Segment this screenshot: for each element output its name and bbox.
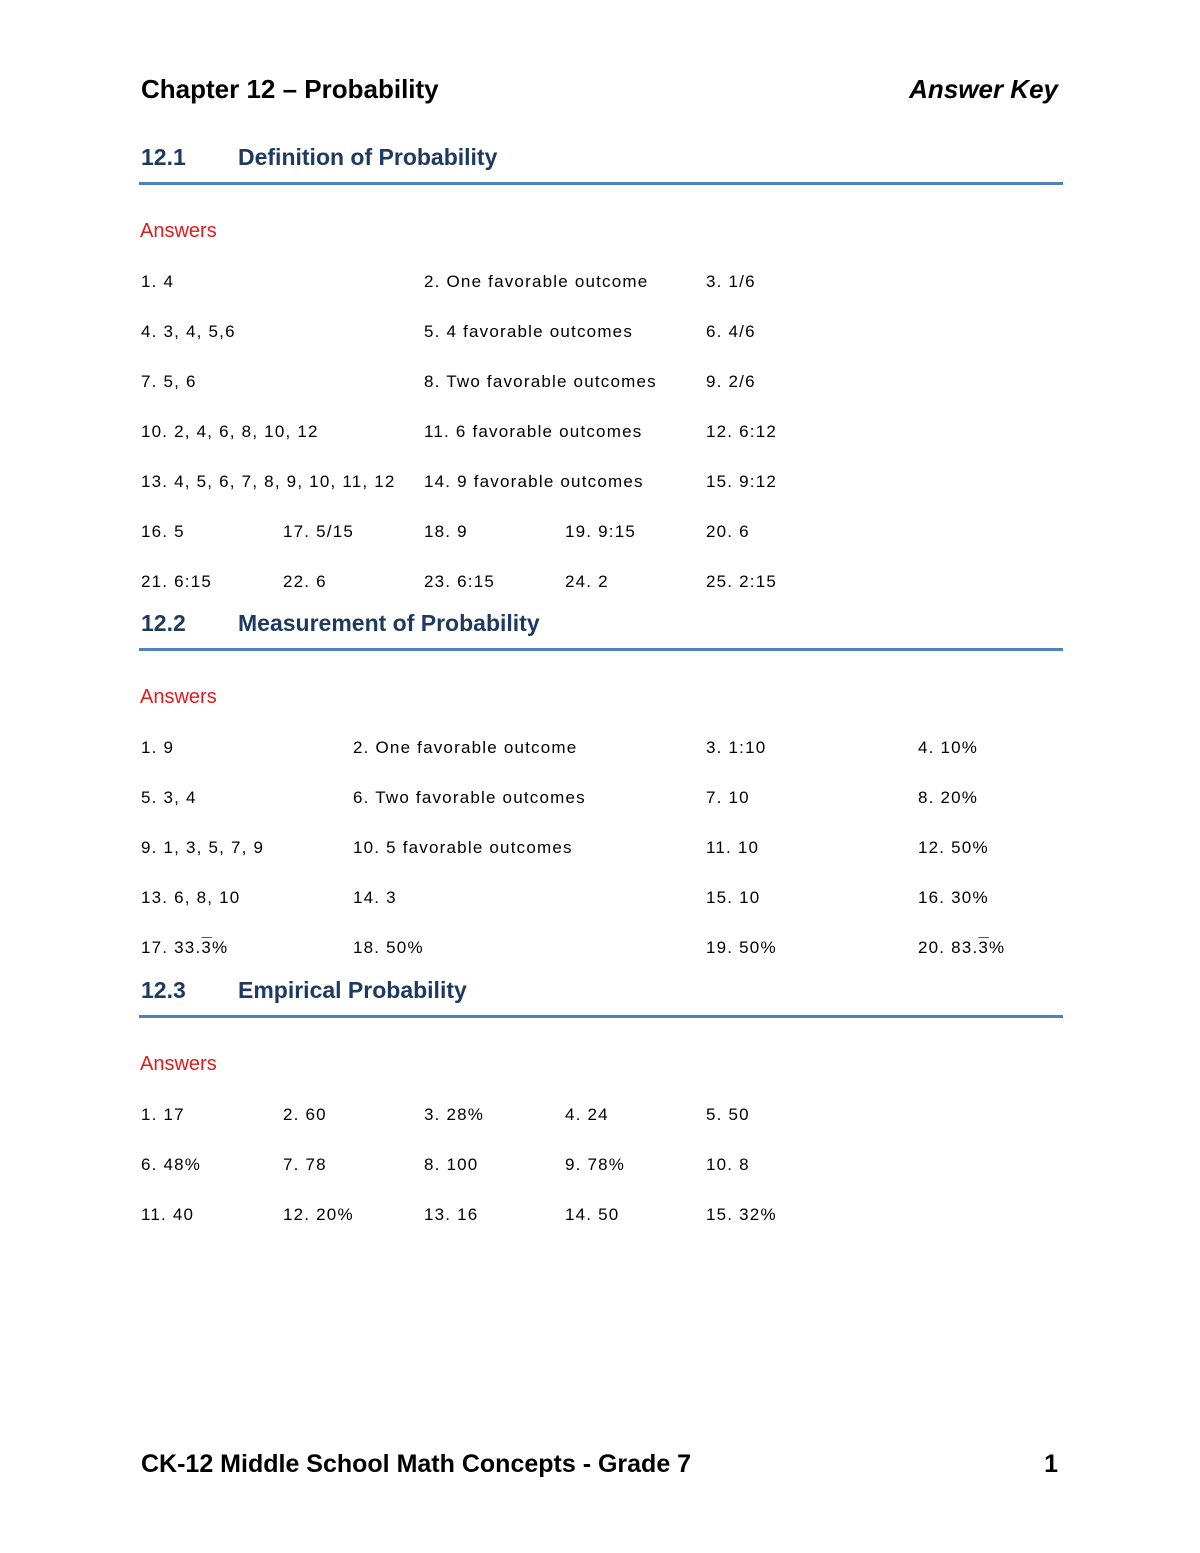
answer-row [141,322,1063,372]
answer-item: 1. 9 [141,738,175,757]
answer-item: 13. 6, 8, 10 [141,888,241,907]
answer-item: 7. 10 [706,788,750,807]
answer-item-prefix: 20. 83. [918,938,979,957]
answer-item: 8. 20% [918,788,979,807]
section-12-1 [139,144,1063,591]
section-title: Measurement of Probability [238,610,540,636]
answer-item: 15. 9:12 [706,472,778,491]
answer-grid [141,272,1063,622]
answer-row [141,522,1063,572]
answer-item: 13. 16 [424,1205,479,1224]
page-number: 1 [1044,1450,1058,1478]
answer-item: 3. 1/6 [706,272,756,291]
answer-item-prefix: 17. 33. [141,938,202,957]
answer-item: 20. 6 [706,522,750,541]
answer-item: 2. One favorable outcome [353,738,578,757]
answers-label: Answers [140,1053,217,1075]
answer-item: 4. 24 [565,1105,609,1124]
section-title: Empirical Probability [238,977,467,1003]
answer-item: 5. 3, 4 [141,788,197,807]
answer-item: 8. 100 [424,1155,479,1174]
section-number: 12.2 [141,610,186,636]
answer-row [141,472,1063,522]
answer-item: 14. 9 favorable outcomes [424,472,644,491]
answer-item: 15. 10 [706,888,761,907]
answer-item-suffix: % [989,938,1006,957]
section-12-3 [139,977,1063,1224]
answer-item: 12. 20% [283,1205,354,1224]
answer-grid [141,1105,1063,1255]
answer-row [141,1205,1063,1255]
answer-item: 11. 40 [141,1205,195,1224]
answer-item: 1. 17 [141,1105,185,1124]
section-number: 12.1 [141,144,186,170]
answer-item-suffix: % [212,938,229,957]
section-rule [139,182,1063,185]
answer-item: 9. 2/6 [706,372,756,391]
answer-item: 11. 6 favorable outcomes [424,422,643,441]
answer-item: 5. 50 [706,1105,750,1124]
answer-item: 16. 30% [918,888,989,907]
answer-row [141,738,1063,788]
answer-item: 12. 50% [918,838,989,857]
answer-item: 15. 32% [706,1205,777,1224]
answer-grid [141,738,1063,988]
answer-item: 10. 8 [706,1155,750,1174]
answer-item-repeating-decimal [141,938,228,958]
answer-item: 8. Two favorable outcomes [424,372,657,391]
answer-item: 14. 50 [565,1205,620,1224]
answer-item: 1. 4 [141,272,175,291]
answer-item: 16. 5 [141,522,185,541]
section-12-2 [139,610,1063,957]
answer-item: 7. 5, 6 [141,372,197,391]
answer-row [141,788,1063,838]
answer-row [141,1155,1063,1205]
answer-item: 21. 6:15 [141,572,213,591]
repeating-digit: 3 [978,938,990,957]
answer-item: 5. 4 favorable outcomes [424,322,634,341]
section-title: Definition of Probability [238,144,498,170]
section-heading [139,977,1063,1017]
answer-item: 10. 5 favorable outcomes [353,838,573,857]
answer-item: 6. 48% [141,1155,202,1174]
section-rule [139,1015,1063,1018]
answer-row [141,838,1063,888]
answer-item: 4. 10% [918,738,979,757]
answer-row [141,1105,1063,1155]
answer-item: 2. 60 [283,1105,327,1124]
answer-item: 25. 2:15 [706,572,778,591]
answer-row [141,422,1063,472]
answer-item: 2. One favorable outcome [424,272,649,291]
answer-item: 4. 3, 4, 5,6 [141,322,236,341]
answer-item: 12. 6:12 [706,422,778,441]
answer-item: 18. 9 [424,522,468,541]
answer-item: 13. 4, 5, 6, 7, 8, 9, 10, 11, 12 [141,472,396,491]
answer-item: 18. 50% [353,938,424,957]
footer-book-title: CK-12 Middle School Math Concepts - Grade 7 [141,1450,692,1478]
section-heading [139,144,1063,184]
answer-row [141,372,1063,422]
repeating-digit: 3 [201,938,213,957]
answers-label: Answers [140,686,217,708]
answer-item: 22. 6 [283,572,327,591]
answer-item: 3. 1:10 [706,738,767,757]
answer-item: 17. 5/15 [283,522,355,541]
answers-label: Answers [140,220,217,242]
answer-item: 19. 9:15 [565,522,637,541]
answer-item: 24. 2 [565,572,609,591]
answer-item: 10. 2, 4, 6, 8, 10, 12 [141,422,319,441]
answer-item-repeating-decimal [918,938,1005,958]
answer-item: 3. 28% [424,1105,485,1124]
answer-item: 23. 6:15 [424,572,496,591]
answer-key-label: Answer Key [909,74,1058,104]
answer-item: 7. 78 [283,1155,327,1174]
answer-item: 14. 3 [353,888,397,907]
answer-item: 6. 4/6 [706,322,756,341]
answer-item: 19. 50% [706,938,777,957]
answer-item: 9. 1, 3, 5, 7, 9 [141,838,265,857]
section-rule [139,648,1063,651]
answer-item: 9. 78% [565,1155,626,1174]
section-heading [139,610,1063,650]
answer-row [141,888,1063,938]
answer-item: 6. Two favorable outcomes [353,788,586,807]
chapter-title: Chapter 12 – Probability [141,74,439,104]
answer-row [141,272,1063,322]
section-number: 12.3 [141,977,186,1003]
answer-item: 11. 10 [706,838,760,857]
